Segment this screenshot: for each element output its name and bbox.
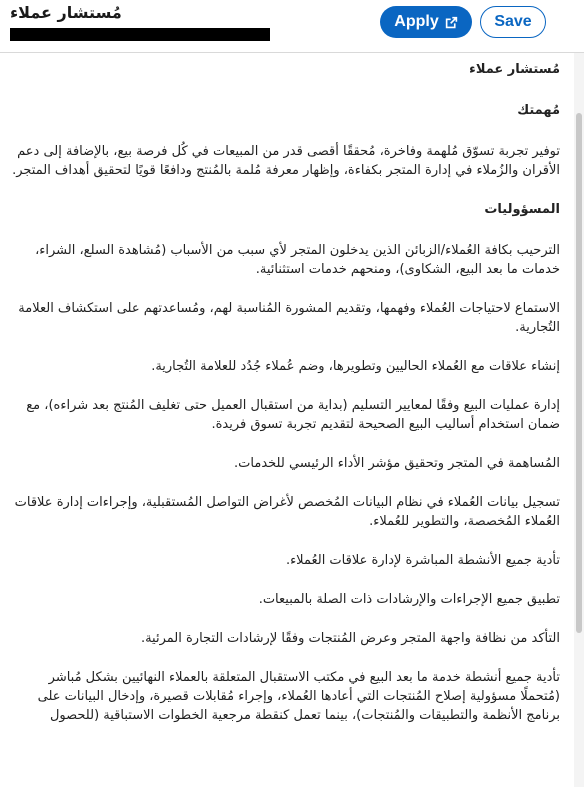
description-paragraph: تأدية جميع الأنشطة المباشرة لإدارة علاقات العُملاء.	[285, 553, 560, 568]
description-paragraph: الاستماع لاحتياجات العُملاء وفهمها، وتقديم المشورة المُناسبة لهم، ومُساعدتهم على استكشاف العلامة التُجارية.	[18, 301, 560, 335]
description-paragraph: توفير تجربة تسوّق مُلهمة وفاخرة، مُحققًا أقصى قدر من المبيعات في كُل فرصة بيع، بالإضافة إلى دعم الأقران والزُملاء في إدارة المتجر بكفاءة، وإظهار معرفة مُلمة بالمُنتج ودافعًا قويًا لتحقيق أهداف المتجر.	[12, 144, 560, 178]
description-paragraph: تسجيل بيانات العُملاء في نظام البيانات المُخصص لأغراض التواصل المُستقبلية، وإجراءات إدارة علاقات العُملاء المُخصصة، والتطوير للعُملاء.	[14, 495, 560, 529]
section-heading: المسؤوليات	[484, 202, 560, 217]
section-heading: مُستشار عملاء	[469, 62, 560, 77]
description-paragraph: التأكد من نظافة واجهة المتجر وعرض المُنتجات وفقًا لإرشادات التجارة المرئية.	[140, 631, 560, 646]
section-heading: مُهمتك	[517, 103, 560, 118]
description-paragraph: إنشاء علاقات مع العُملاء الحاليين وتطويرها، وضم عُملاء جُدُد للعلامة التُجارية.	[151, 359, 560, 374]
save-button-label: Save	[494, 13, 532, 30]
apply-button-label: Apply	[394, 13, 439, 30]
description-paragraph: إدارة عمليات البيع وفقًا لمعايير التسليم (بداية من استقبال العميل حتى تغليف المُنتج بعد شراءه)، مع ضمان استخدام أساليب البيع الصحيحة لتقديم تجربة تسوق فريدة.	[26, 398, 560, 432]
apply-button[interactable]	[380, 6, 472, 38]
description-paragraph: تأدية جميع أنشطة خدمة ما بعد البيع في مكتب الاستقبال المتعلقة بالعملاء النهائيين بشكل مُباشر (مُتحملًا مسؤولية إصلاح المُنتجات التي أعادها العُملاء، وإجراء مُقابلات قصيرة، وإدخال البيانات على برنامج الأنظمة والتطبيقات والمُنتجات)، بينما تعمل كنقطة مرجعية الخطوات الاستباقية (للحصول	[37, 670, 560, 723]
redacted-company-info	[10, 28, 270, 41]
external-link-icon	[445, 16, 458, 29]
job-header	[0, 0, 584, 52]
scrollbar-thumb[interactable]	[576, 113, 582, 633]
scrollbar[interactable]	[574, 53, 584, 787]
save-button[interactable]	[480, 6, 546, 38]
description-paragraph: المُساهمة في المتجر وتحقيق مؤشر الأداء الرئيسي للخدمات.	[234, 456, 560, 471]
job-title: مُستشار عملاء	[10, 3, 122, 22]
job-description	[8, 60, 560, 745]
header-divider	[0, 52, 584, 53]
description-paragraph: الترحيب بكافة العُملاء/الزبائن الذين يدخلون المتجر لأي سبب من الأسباب (مُشاهدة السلع، الشراء، خدمات ما بعد البيع، الشكاوى)، ومنحهم خدمات استثنائية.	[35, 243, 560, 277]
description-paragraph: تطبيق جميع الإجراءات والإرشادات ذات الصلة بالمبيعات.	[258, 592, 560, 607]
